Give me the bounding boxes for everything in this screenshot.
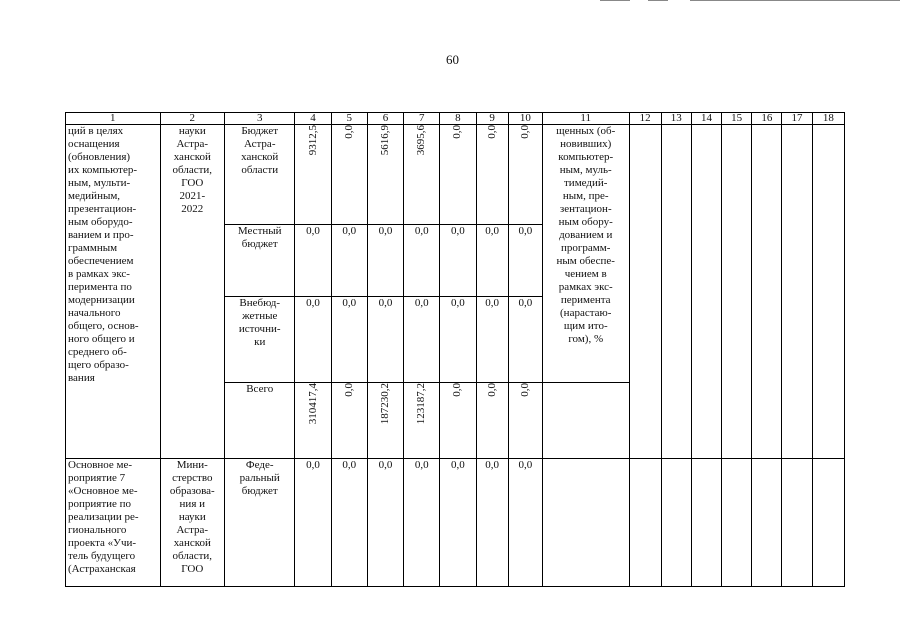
header-col-16: 16	[752, 113, 782, 125]
value-cell: 0,0	[331, 225, 367, 297]
value-cell	[476, 383, 508, 459]
indicator-description: щенных (об- новивших) компьютер- ным, муль- тимедий- ным, пре- зентацион- ным обору- дованием и программ- ным обеспе- чением в рамках экс- перимента (нарастаю- щим ито- гом), %	[542, 125, 629, 383]
value-cell: 0,0	[367, 225, 403, 297]
value-cell: 0,0	[508, 225, 542, 297]
header-col-9: 9	[476, 113, 508, 125]
header-col-2: 2	[160, 113, 224, 125]
value-cell: 0,0	[367, 297, 403, 383]
header-col-12: 12	[629, 113, 661, 125]
value-text: 0,0	[342, 383, 355, 397]
value-cell	[295, 125, 331, 225]
value-text: 0,0	[485, 125, 498, 139]
value-text: 0,0	[518, 383, 531, 397]
value-cell	[367, 383, 403, 459]
empty-cell-col-14	[691, 125, 721, 459]
table-row	[66, 459, 845, 587]
value-text: 187230,2	[378, 383, 391, 425]
header-col-7: 7	[404, 113, 440, 125]
value-cell: 0,0	[331, 297, 367, 383]
value-cell: 0,0	[295, 225, 331, 297]
value-cell	[331, 383, 367, 459]
value-text: 3695,6	[415, 125, 428, 156]
empty-cell-col-17	[782, 459, 812, 587]
header-col-5: 5	[331, 113, 367, 125]
measure-description: ций в целях оснащения (обновления) их компьютер- ным, мульти- медийным, презентацион- ным оборудо- ванием и про- граммным обеспечением в рамках экс- перимента по модернизации начального общего, основ- ного общего и среднего об- щего образо- вания	[66, 125, 161, 459]
value-cell: 0,0	[331, 459, 367, 587]
value-text: 0,0	[342, 125, 355, 139]
table-row	[66, 125, 845, 225]
value-cell: 0,0	[440, 225, 476, 297]
page-number: 60	[446, 52, 459, 67]
funding-source: Местный бюджет	[225, 225, 295, 297]
header-col-1: 1	[66, 113, 161, 125]
top-edge-marks	[600, 0, 900, 2]
value-cell: 0,0	[476, 225, 508, 297]
header-col-4: 4	[295, 113, 331, 125]
funding-source: Внебюд- жетные источни- ки	[225, 297, 295, 383]
value-cell: 0,0	[476, 459, 508, 587]
empty-cell-col-14	[691, 459, 721, 587]
value-cell	[404, 383, 440, 459]
header-col-8: 8	[440, 113, 476, 125]
value-cell: 0,0	[508, 297, 542, 383]
value-cell: 0,0	[404, 297, 440, 383]
empty-cell-col-17	[782, 125, 812, 459]
value-cell: 0,0	[404, 225, 440, 297]
empty-cell-col-12	[629, 125, 661, 459]
value-cell	[508, 383, 542, 459]
value-cell	[404, 125, 440, 225]
value-text: 0,0	[485, 383, 498, 397]
header-row	[66, 113, 845, 125]
header-col-14: 14	[691, 113, 721, 125]
value-cell	[440, 383, 476, 459]
header-col-11: 11	[542, 113, 629, 125]
value-text: 310417,4	[306, 383, 319, 425]
header-col-10: 10	[508, 113, 542, 125]
header-col-13: 13	[661, 113, 691, 125]
value-text: 0,0	[451, 125, 464, 139]
value-cell	[508, 125, 542, 225]
value-text: 123187,2	[415, 383, 428, 425]
value-text: 9312,5	[306, 125, 319, 156]
empty-cell-col-13	[661, 459, 691, 587]
value-text: 0,0	[451, 383, 464, 397]
value-cell	[295, 383, 331, 459]
empty-cell-col-15	[722, 125, 752, 459]
value-cell: 0,0	[508, 459, 542, 587]
empty-cell-col-16	[752, 125, 782, 459]
header-col-17: 17	[782, 113, 812, 125]
funding-source: Феде- ральный бюджет	[225, 459, 295, 587]
measure-description: Основное ме- роприятие 7 «Основное ме- роприятие по реализации ре- гионального проекта «Учи- тель будущего (Астраханская	[66, 459, 161, 587]
empty-cell-col-15	[722, 459, 752, 587]
value-cell	[331, 125, 367, 225]
value-cell	[440, 125, 476, 225]
value-cell: 0,0	[440, 459, 476, 587]
empty-cell-col-11	[542, 459, 629, 587]
header-col-6: 6	[367, 113, 403, 125]
empty-cell-col-16	[752, 459, 782, 587]
value-cell: 0,0	[476, 297, 508, 383]
value-cell: 0,0	[295, 297, 331, 383]
header-col-3: 3	[225, 113, 295, 125]
value-text: 5616,9	[378, 125, 391, 156]
empty-cell-col-18	[812, 125, 844, 459]
value-cell: 0,0	[295, 459, 331, 587]
value-cell	[367, 125, 403, 225]
empty-cell-col-11	[542, 383, 629, 459]
header-col-15: 15	[722, 113, 752, 125]
value-text: 0,0	[518, 125, 531, 139]
responsible-executor: Мини- стерство образова- ния и науки Астра- ханской области, ГОО	[160, 459, 224, 587]
header-col-18: 18	[812, 113, 844, 125]
value-cell: 0,0	[404, 459, 440, 587]
empty-cell-col-12	[629, 459, 661, 587]
funding-source: Всего	[225, 383, 295, 459]
budget-table	[65, 112, 845, 587]
funding-source: Бюджет Астра- ханской области	[225, 125, 295, 225]
value-cell: 0,0	[367, 459, 403, 587]
value-cell	[476, 125, 508, 225]
value-cell: 0,0	[440, 297, 476, 383]
responsible-executor: науки Астра- ханской области, ГОО 2021- 2022	[160, 125, 224, 459]
empty-cell-col-18	[812, 459, 844, 587]
empty-cell-col-13	[661, 125, 691, 459]
